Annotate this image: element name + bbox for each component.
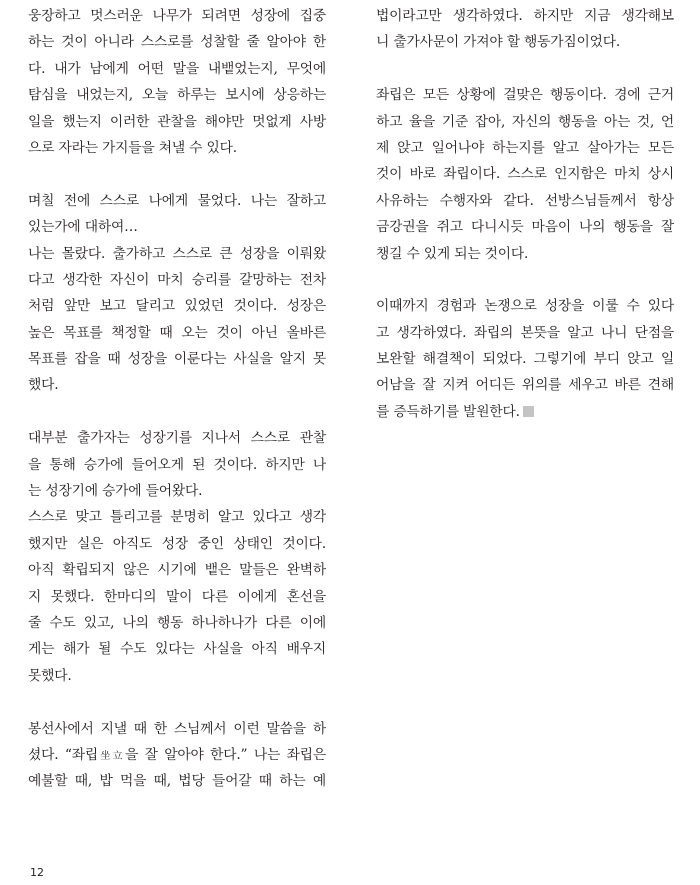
text-line: 법이라고만 생각하였다. 하지만 지금 생각해보 bbox=[376, 8, 674, 24]
page-number: 12 bbox=[30, 866, 44, 879]
text-line: 니 출가사문이 가져야 할 행동가짐이었다. bbox=[376, 34, 621, 51]
text-line: 탐심을 내었는지, 오늘 하루는 보시에 상응하는 bbox=[28, 87, 326, 104]
text-line bbox=[28, 742, 326, 768]
text-line: 웅장하고 멋스러운 나무가 되려면 성장에 집중 bbox=[28, 8, 326, 24]
text-line: 아직 확립되지 않은 시기에 뱉은 말들은 완벽하 bbox=[28, 562, 326, 579]
text-line: 스스로 맞고 틀리고를 분명히 알고 있다고 생각 bbox=[28, 509, 326, 526]
text-line: 좌립은 모든 상황에 걸맞은 행동이다. 경에 근거 bbox=[376, 87, 674, 104]
text-line: 이때까지 경험과 논쟁으로 성장을 이룰 수 있다 bbox=[376, 298, 674, 315]
text-span: 을 잘 알아야 한다.” 나는 좌립은 bbox=[124, 746, 326, 763]
hanja-annotation: 坐立 bbox=[98, 750, 125, 762]
paragraph bbox=[376, 82, 674, 267]
text-line: 하고 율을 기준 잡아, 자신의 행동을 아는 것, 언 bbox=[376, 113, 674, 130]
text-line: 사유하는 수행자와 같다. 선방스님들께서 항상 bbox=[376, 192, 674, 209]
text-line: 높은 목표를 책정할 때 오는 것이 아닌 올바른 bbox=[28, 324, 326, 341]
text-line: 일을 했는지 이러한 관찰을 해야만 멋없게 사방 bbox=[28, 113, 326, 130]
text-line: 다고 생각한 자신이 마치 승리를 갈망하는 전차 bbox=[28, 271, 326, 288]
text-line bbox=[376, 399, 674, 425]
text-line: 제 앉고 일어나야 하는지를 알고 살아가는 모든 bbox=[376, 139, 674, 156]
text-line: 했지만 실은 아직도 성장 중인 상태인 것이다. bbox=[28, 535, 326, 552]
text-line: 목표를 잡을 때 성장을 이룬다는 사실을 알지 못 bbox=[28, 351, 326, 368]
text-line: 대부분 출가자는 성장기를 지나서 스스로 관찰 bbox=[28, 430, 326, 447]
paragraph bbox=[28, 504, 326, 689]
text-line: 지 못했다. 한마디의 말이 다른 이에게 혼선을 bbox=[28, 588, 326, 605]
paragraph bbox=[376, 293, 674, 425]
text-line: 못했다. bbox=[28, 667, 72, 684]
text-line: 다. 내가 남에게 어떤 말을 내뱉었는지, 무엇에 bbox=[28, 60, 326, 77]
text-line: 고 생각하였다. 좌립의 본뜻을 알고 나니 단점을 bbox=[376, 324, 674, 341]
right-column bbox=[376, 0, 674, 425]
text-line: 으로 자라는 가지들을 쳐낼 수 있다. bbox=[28, 139, 237, 156]
text-line: 게는 해가 될 수도 있다는 사실을 아직 배우지 bbox=[28, 641, 326, 658]
text-line: 는 성장기에 승가에 들어왔다. bbox=[28, 483, 203, 500]
end-of-article-mark bbox=[523, 406, 534, 417]
text-line: 하는 것이 아니라 스스로를 성찰할 줄 알아야 한 bbox=[28, 34, 326, 51]
text-line: 을 통해 승가에 들어오게 된 것이다. 하지만 나 bbox=[28, 456, 326, 473]
text-line: 보완할 해결책이 되었다. 그렇기에 부디 앉고 일 bbox=[376, 351, 674, 368]
text-line: 처럼 앞만 보고 달리고 있었던 것이다. 성장은 bbox=[28, 298, 326, 315]
text-span: 셨다. “좌립 bbox=[28, 746, 99, 763]
text-line: 있는가에 대하여… bbox=[28, 219, 138, 236]
text-line: 것이 바로 좌립이다. 스스로 인지함은 마치 상시 bbox=[376, 166, 674, 183]
text-line: 챙길 수 있게 되는 것이다. bbox=[376, 245, 529, 262]
paragraph bbox=[28, 425, 326, 504]
text-line: 금강권을 쥐고 다니시듯 마음이 나의 행동을 잘 bbox=[376, 219, 674, 236]
paragraph bbox=[28, 241, 326, 399]
text-line: 봉선사에서 지낼 때 한 스님께서 이런 말씀을 하 bbox=[28, 720, 326, 737]
text-line: 며칠 전에 스스로 나에게 물었다. 나는 잘하고 bbox=[28, 192, 326, 209]
paragraph bbox=[28, 188, 326, 241]
paragraph bbox=[28, 0, 326, 161]
text-line: 줄 수도 있고, 나의 행동 하나하나가 다른 이에 bbox=[28, 614, 326, 631]
text-span: 를 증득하기를 발원한다. bbox=[376, 403, 520, 420]
paragraph bbox=[376, 0, 674, 56]
text-line: 나는 몰랐다. 출가하고 스스로 큰 성장을 이뤄왔 bbox=[28, 245, 326, 262]
text-line: 어남을 잘 지켜 어디든 위의를 세우고 바른 견해 bbox=[376, 377, 674, 394]
text-line: 했다. bbox=[28, 377, 59, 394]
text-line: 예불할 때, 밥 먹을 때, 법당 들어갈 때 하는 예 bbox=[28, 773, 326, 790]
left-column bbox=[28, 0, 326, 795]
paragraph bbox=[28, 716, 326, 795]
